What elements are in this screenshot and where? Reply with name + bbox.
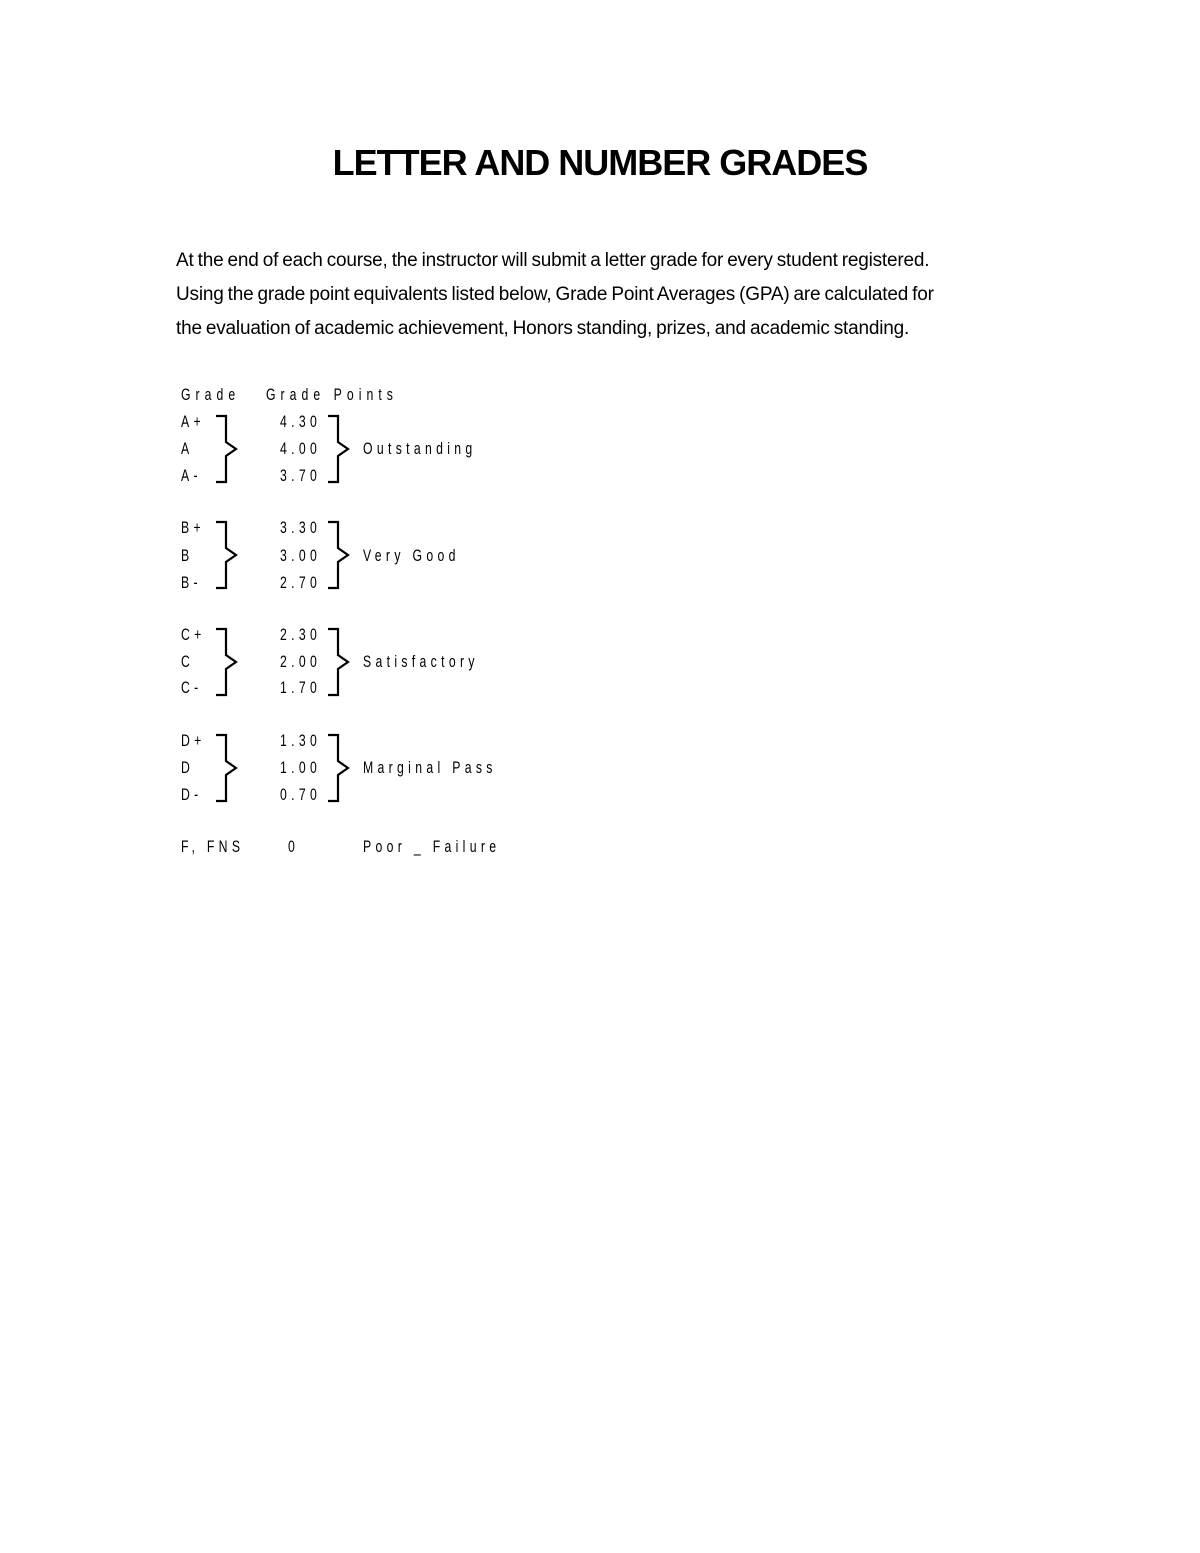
grade-points: 4.30 (280, 412, 322, 431)
grade-letter: B+ (181, 518, 205, 537)
grade-letter: C+ (181, 625, 206, 644)
grade-brace (214, 627, 240, 697)
page-title: LETTER AND NUMBER GRADES (332, 142, 868, 183)
grade-points: 1.70 (280, 678, 322, 697)
grade-letter: A (181, 439, 194, 458)
grade-letter: C (181, 652, 195, 671)
intro-line: At the end of each course, the instructor will submit a letter grade for every student registered. (176, 250, 930, 271)
grade-letter: C- (181, 678, 203, 697)
grade-description: Marginal Pass (363, 758, 497, 777)
grade-description: Very Good (363, 546, 460, 565)
grade-brace (214, 733, 240, 803)
grade-points: 2.00 (280, 652, 322, 671)
grade-points: 3.70 (280, 466, 322, 485)
intro-line: Using the grade point equivalents listed below, Grade Point Averages (GPA) are calculated for (176, 284, 934, 305)
points-brace (326, 627, 352, 697)
intro-line: the evaluation of academic achievement, Honors standing, prizes, and academic standing. (176, 318, 910, 339)
grade-brace (214, 414, 240, 484)
header-grade: Grade (181, 385, 241, 404)
grade-letter: A- (181, 466, 202, 485)
grade-points: 1.30 (280, 731, 322, 750)
points-brace (326, 733, 352, 803)
header-grade-points: Grade Points (266, 385, 398, 404)
grade-points: 2.70 (280, 573, 322, 592)
grade-description: Satisfactory (363, 652, 479, 671)
grade-letter: B- (181, 573, 202, 592)
grade-letter: F, FNS (181, 837, 245, 856)
grade-points: 3.00 (280, 546, 322, 565)
points-brace (326, 414, 352, 484)
grade-points: 1.00 (280, 758, 322, 777)
grade-letter: D- (181, 785, 203, 804)
points-brace (326, 520, 352, 590)
grade-points: 0 (288, 837, 300, 856)
grade-points: 3.30 (280, 518, 322, 537)
grade-letter: D (181, 758, 195, 777)
grade-brace (214, 520, 240, 590)
grade-description: Outstanding (363, 439, 477, 458)
grade-letter: D+ (181, 731, 206, 750)
grade-points: 4.00 (280, 439, 322, 458)
grade-letter: B (181, 546, 194, 565)
grade-points: 2.30 (280, 625, 322, 644)
grade-letter: A+ (181, 412, 205, 431)
grade-points: 0.70 (280, 785, 322, 804)
grade-description: Poor _ Failure (363, 837, 501, 856)
